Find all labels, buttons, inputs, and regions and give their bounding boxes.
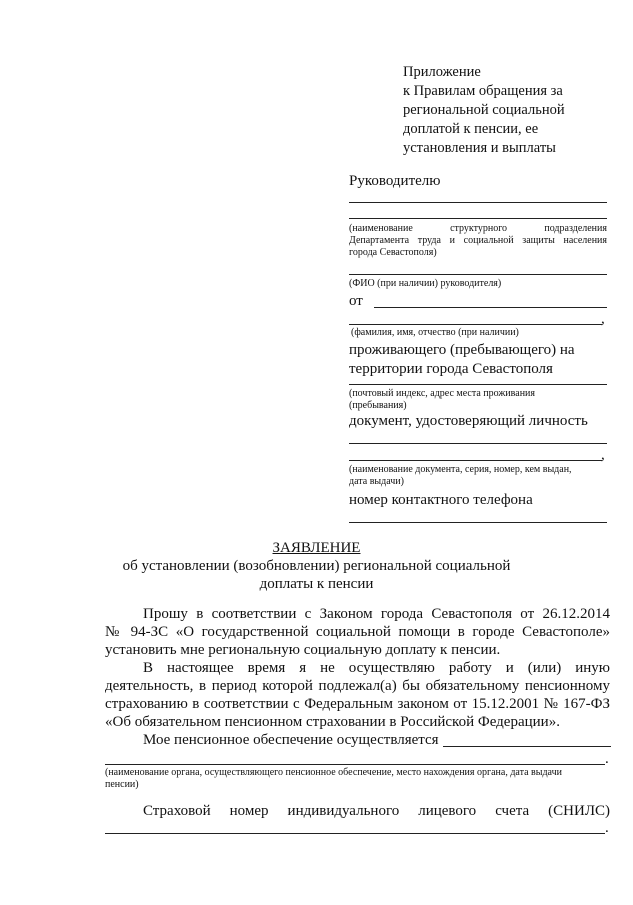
applicant-fio-field-line-2[interactable] — [349, 324, 602, 325]
document-title: ЗАЯВЛЕНИЕ — [272, 540, 361, 556]
phone-field-line[interactable] — [349, 522, 607, 523]
dept-field-line-2[interactable] — [349, 218, 607, 219]
p1-line-1: Прошу в соответствии с Законом города Севастополя от 26.12.2014 — [143, 606, 610, 622]
appendix-line-4: доплатой к пенсии, ее — [403, 121, 539, 137]
appendix-line-2: к Правилам обращения за — [403, 83, 563, 99]
paragraph-1 — [105, 605, 610, 659]
addressee-to: Руководителю — [349, 173, 441, 189]
appendix-line-3: региональной социальной — [403, 102, 565, 118]
applicant-fio-caption: (фамилия, имя, отчество (при наличии) — [351, 327, 519, 338]
document-subtitle-2: доплаты к пенсии — [259, 576, 374, 592]
from-label: от — [349, 293, 363, 309]
paragraph-2 — [105, 659, 610, 731]
id-doc-caption-1: (наименование документа, серия, номер, кем выдан, — [349, 464, 572, 475]
id-doc-label: документ, удостоверяющий личность — [349, 413, 588, 429]
p1-line-3: установить мне региональную социальную доплату к пенсии. — [105, 642, 501, 658]
appendix-line-1: Приложение — [403, 64, 481, 80]
id-doc-comma: , — [601, 447, 605, 463]
id-doc-field-line-2[interactable] — [349, 460, 602, 461]
phone-label: номер контактного телефона — [349, 492, 533, 508]
document-subtitle-1: об установлении (возобновлении) региональной социальной — [122, 558, 511, 574]
pension-caption-2: пенсии) — [105, 779, 139, 790]
dept-caption-1: (наименование структурного подразделения — [349, 223, 607, 234]
applicant-fio-field-line-1[interactable] — [374, 307, 607, 308]
appendix-line-5: установления и выплаты — [403, 140, 556, 156]
pension-provision-field-line-2[interactable] — [105, 764, 605, 765]
pension-provision-field-line-1[interactable] — [443, 746, 611, 747]
id-doc-field-line-1[interactable] — [349, 443, 607, 444]
residing-block — [349, 341, 575, 379]
head-fio-field-line[interactable] — [349, 274, 607, 275]
address-field-line[interactable] — [349, 384, 607, 385]
pension-provision-period: . — [605, 751, 609, 767]
dept-caption-3: города Севастополя) — [349, 247, 437, 258]
head-fio-caption: (ФИО (при наличии) руководителя) — [349, 278, 502, 289]
fio-comma: , — [601, 311, 605, 327]
snils-period: . — [605, 820, 609, 836]
snils-text: Страховой номер индивидуального лицевого счета (СНИЛС) — [143, 803, 610, 819]
residing-line-1: проживающего (пребывающего) на — [349, 342, 575, 358]
p2-line-2: деятельность, в период которой подлежал(а) бы обязательному пенсионному — [105, 678, 610, 694]
pension-provision-caption — [105, 767, 615, 791]
appendix-block — [403, 63, 623, 158]
dept-caption — [349, 223, 607, 259]
residing-line-2: территории города Севастополя — [349, 361, 553, 377]
address-caption — [349, 388, 535, 412]
p1-line-2: № 94-ЗС «О государственной социальной помощи в городе Севастополе» — [105, 624, 610, 640]
p2-line-3: страхованию в соответствии с Федеральным законом от 15.12.2001 № 167-ФЗ — [105, 696, 610, 712]
id-doc-caption — [349, 464, 572, 488]
p2-line-1: В настоящее время я не осуществляю работу и (или) иную — [143, 660, 610, 676]
pension-caption-1: (наименование органа, осуществляющего пенсионное обеспечение, место нахождения органа, дата выдачи — [105, 767, 562, 778]
id-doc-caption-2: дата выдачи) — [349, 476, 404, 487]
p2-line-4: «Об обязательном пенсионном страховании в Российской Федерации». — [105, 714, 560, 730]
address-caption-2: (пребывания) — [349, 400, 407, 411]
snils-label — [143, 802, 610, 820]
dept-field-line-1[interactable] — [349, 202, 607, 203]
address-caption-1: (почтовый индекс, адрес места проживания — [349, 388, 535, 399]
pension-provision-label: Мое пенсионное обеспечение осуществляется — [143, 732, 439, 748]
dept-caption-2: Департамента труда и социальной защиты населения — [349, 235, 607, 246]
snils-field-line[interactable] — [105, 833, 605, 834]
